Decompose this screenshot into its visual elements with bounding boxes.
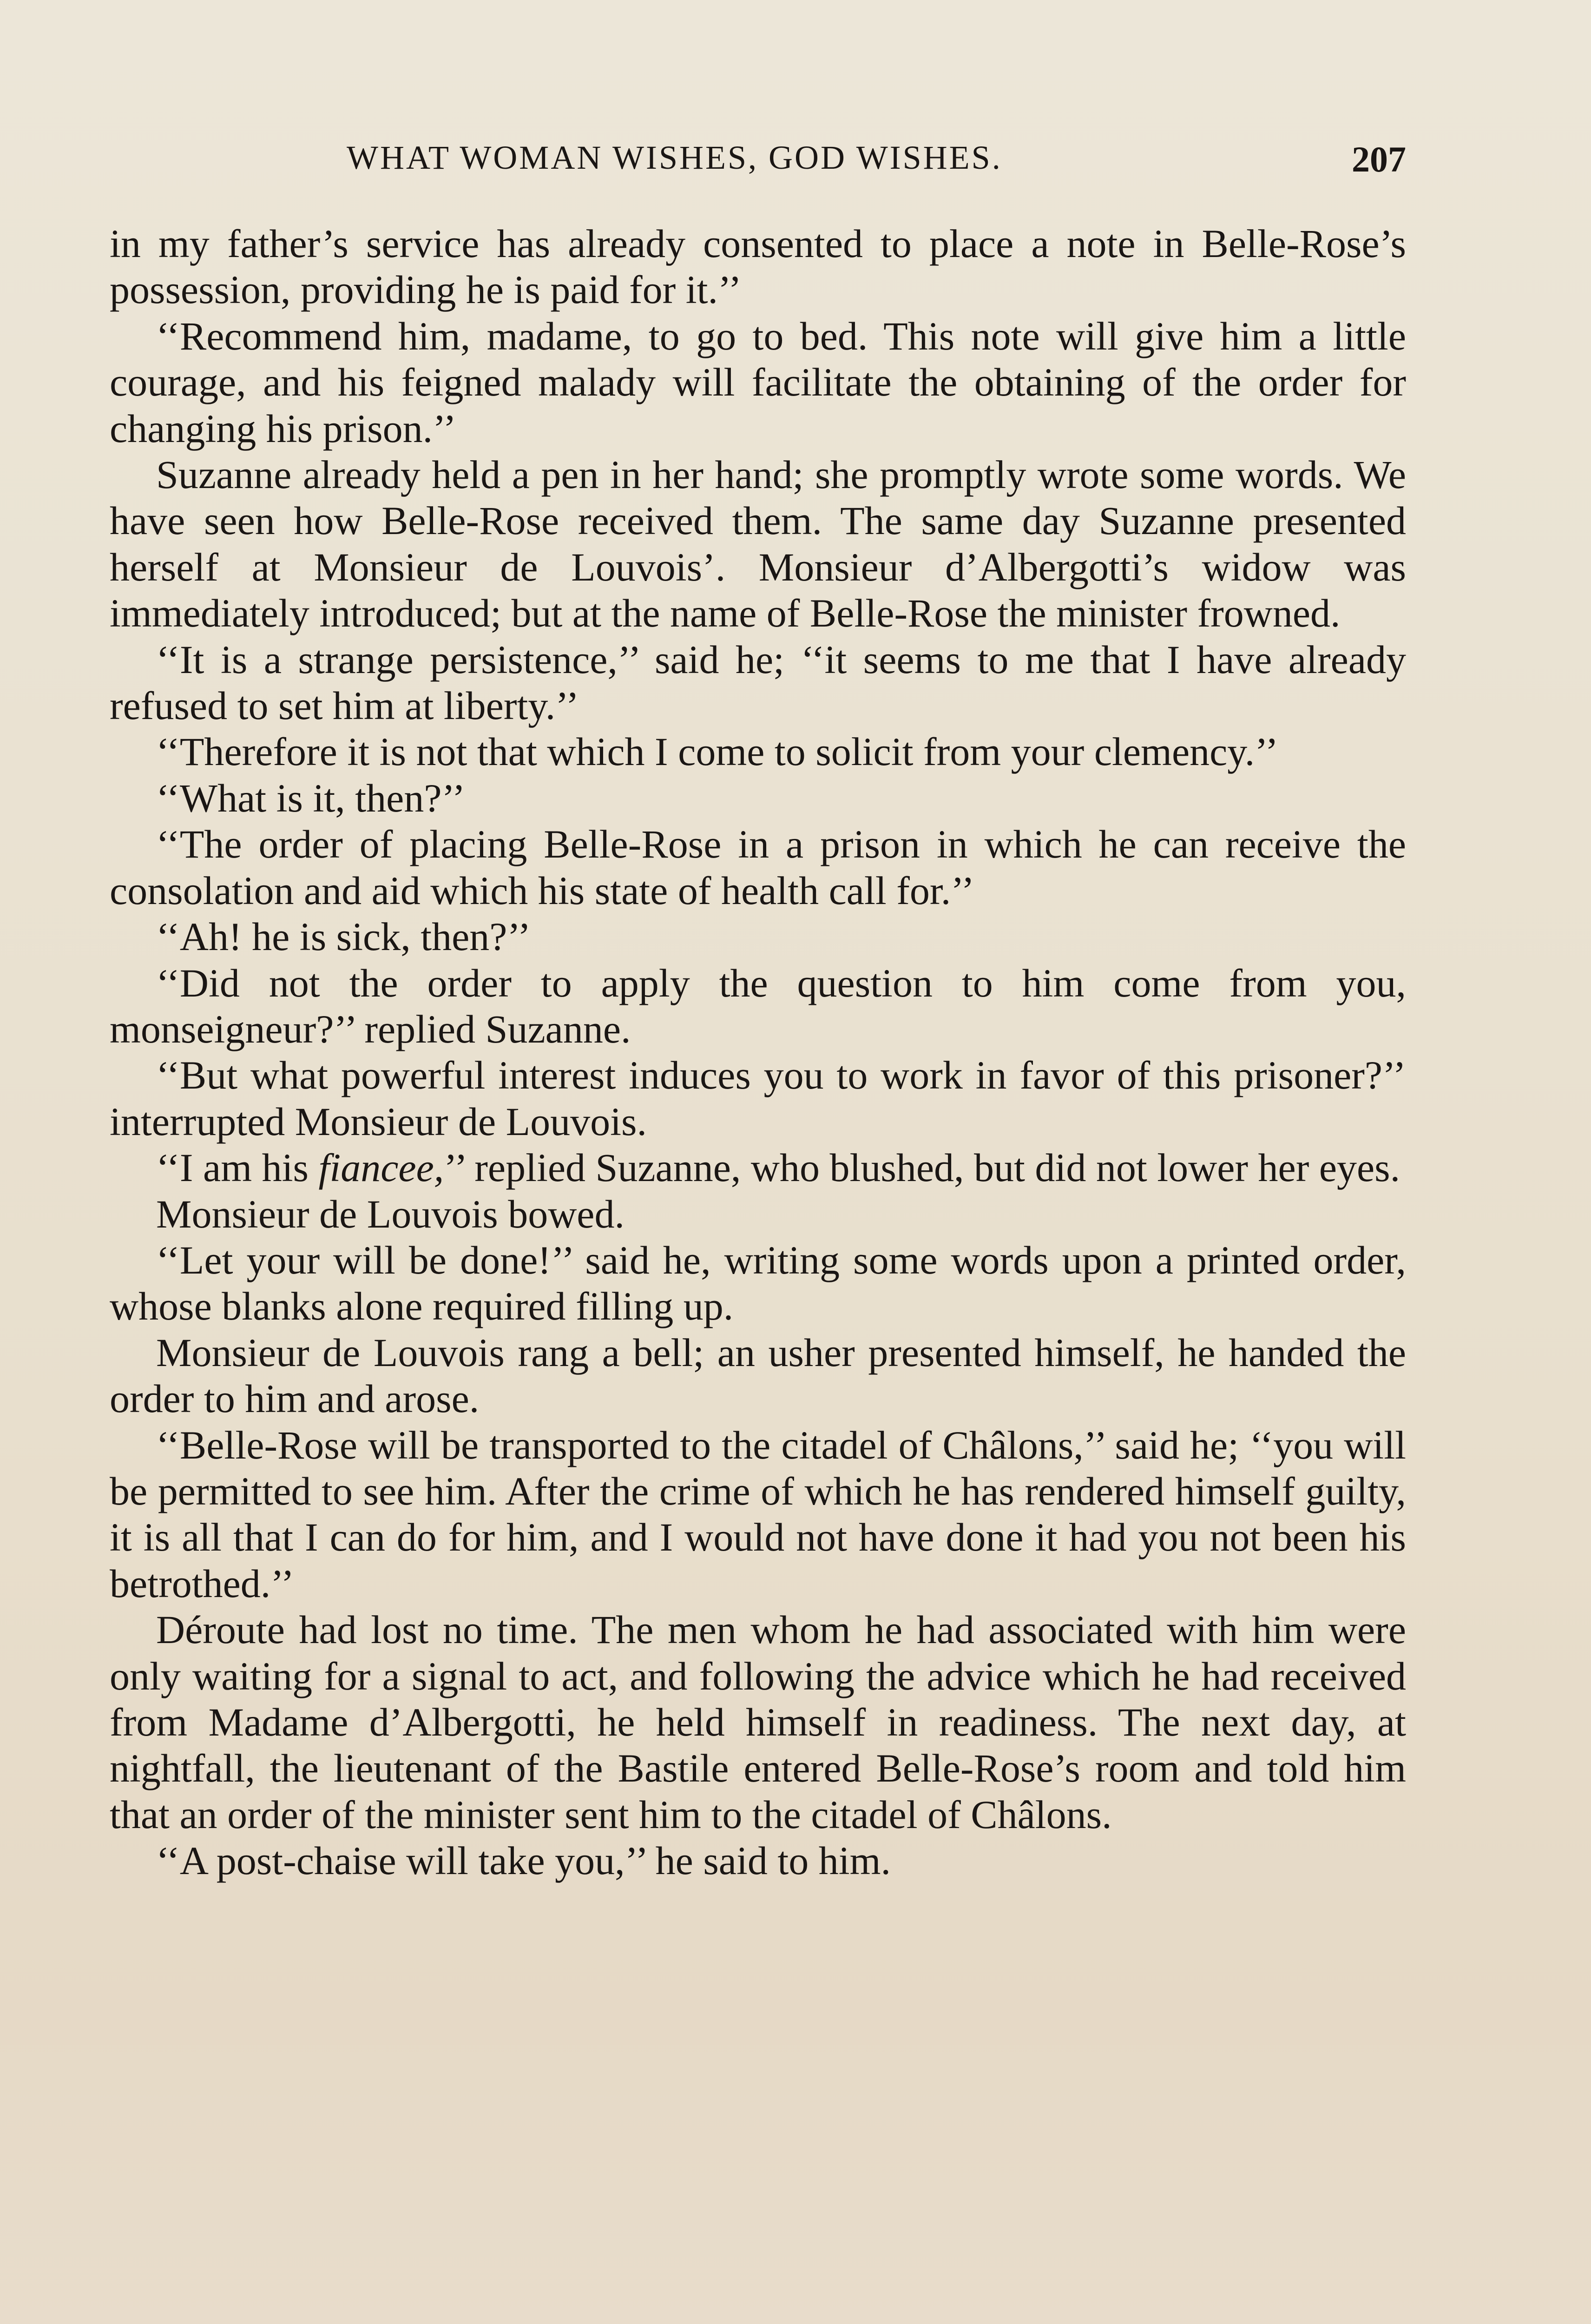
paragraph: ‘‘Recommend him, madame, to go to bed. This note will give him a little courage, and his feigned malady will facilitate the obtaining of the order for changing his prison.’’ xyxy=(110,313,1406,451)
paragraph: ‘‘Ah! he is sick, then?’’ xyxy=(156,914,531,959)
page-header xyxy=(110,135,1406,191)
paragraph: ‘‘Belle-Rose will be transported to the citadel of Châlons,’’ said he; ‘‘you will be permitted to see him. After the crime of which he has rendered himself guilty, it is all that I can do for him, and I would not have done it had you not been his betrothed.’’ xyxy=(110,1422,1406,1606)
paragraph xyxy=(110,1145,1406,1191)
paragraph-text: ‘‘I am his xyxy=(156,1145,319,1190)
paragraph: Suzanne already held a pen in her hand; she promptly wrote some words. We have seen how Belle-Rose received them. The same day Suzanne presented herself at Monsieur de Louvois’. Monsieur d’Albergotti’s widow was immediately introduced; but at the name of Belle-Rose the minister frowned. xyxy=(110,452,1406,636)
paragraph: ‘‘Therefore it is not that which I come to solicit from your clemency.’’ xyxy=(156,729,1279,774)
page-number: 207 xyxy=(1352,139,1406,179)
paragraph-text: ’’ replied Suzanne, who blushed, but did not lower her eyes. xyxy=(444,1145,1400,1190)
paragraph: ‘‘A post-chaise will take you,’’ he said to him. xyxy=(156,1838,891,1883)
running-head: WHAT WOMAN WISHES, GOD WISHES. xyxy=(347,139,1002,176)
paragraph: ‘‘But what powerful interest induces you to work in favor of this prisoner?’’ interrupted Monsieur de Louvois. xyxy=(110,1053,1406,1144)
paragraph: ‘‘The order of placing Belle-Rose in a prison in which he can receive the consolation and aid which his state of health call for.’’ xyxy=(110,822,1406,913)
italic-word: fiancee, xyxy=(318,1145,444,1190)
paragraph: ‘‘What is it, then?’’ xyxy=(156,775,466,820)
paragraph: ‘‘It is a strange persistence,’’ said he; ‘‘it seems to me that I have already refused to set him at liberty.’’ xyxy=(110,637,1406,728)
paragraph: Déroute had lost no time. The men whom he had associated with him were only waiting for a signal to act, and following the advice which he had received from Madame d’Albergotti, he held himself in readiness. The next day, at nightfall, the lieutenant of the Bastile entered Belle-Rose’s room and told him that an order of the minister sent him to the citadel of Châlons. xyxy=(110,1607,1406,1837)
paragraph: ‘‘Let your will be done!’’ said he, writing some words upon a printed order, whose blanks alone required filling up. xyxy=(110,1237,1406,1329)
body-text xyxy=(110,221,1406,1884)
paragraph: in my father’s service has already consented to place a note in Belle-Rose’s possession, providing he is paid for it.’’ xyxy=(110,221,1406,312)
paragraph: Monsieur de Louvois bowed. xyxy=(156,1191,625,1236)
paragraph: ‘‘Did not the order to apply the question to him come from you, monseigneur?’’ replied Suzanne. xyxy=(110,960,1406,1051)
paragraph: Monsieur de Louvois rang a bell; an usher presented himself, he handed the order to him and arose. xyxy=(110,1330,1406,1421)
